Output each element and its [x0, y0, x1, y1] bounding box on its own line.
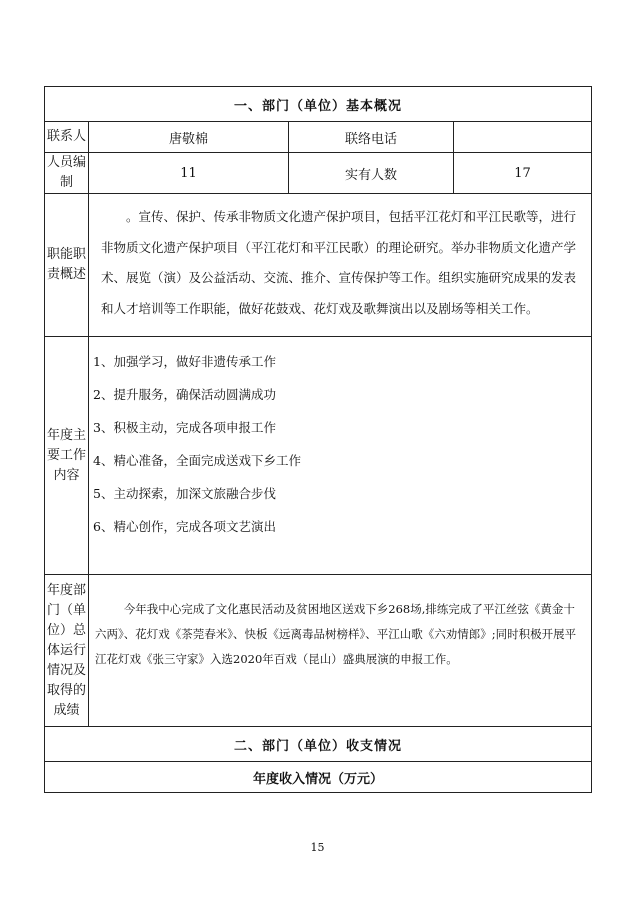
duties-row: [45, 194, 592, 337]
performance-label: 年度部门（单位）总体运行情况及取得的成绩: [45, 575, 89, 727]
list-item: 1、加强学习，做好非遗传承工作: [93, 354, 276, 369]
basic-info-table: [44, 86, 592, 793]
performance-row: [45, 575, 592, 727]
section2-title: 二、部门（单位）收支情况: [45, 727, 592, 762]
contact-value: 唐敬棉: [89, 122, 289, 153]
actual-staff-label: 实有人数: [289, 153, 454, 194]
annual-work-list: [93, 345, 587, 543]
page-number: 15: [310, 841, 325, 854]
staff-label: 人员编制: [45, 153, 89, 194]
contact-label: 联系人: [45, 122, 89, 153]
annual-work-row: [45, 337, 592, 575]
contact-row: [45, 122, 592, 153]
staff-value: 11: [89, 153, 289, 194]
list-item: 5、主动探索，加深文旅融合步伐: [93, 486, 276, 501]
list-item: 4、精心准备，全面完成送戏下乡工作: [93, 453, 301, 468]
actual-staff-value: 17: [454, 153, 592, 194]
list-item: 6、精心创作，完成各项文艺演出: [93, 519, 276, 534]
duties-text: 。宣传、保护、传承非物质文化遗产保护项目，包括平江花灯和平江民歌等，进行非物质文化遗产保护项目（平江花灯和平江民歌）的理论研究。举办非物质文化遗产学术、展览（演）及公益活动、交流、推介、宣传保护等工作。组织实施研究成果的发表和人才培训等工作职能，做好花鼓戏、花灯戏及歌舞演出以及剧场等相关工作。: [89, 194, 592, 337]
income-title: 年度收入情况（万元）: [45, 762, 592, 793]
performance-text: 今年我中心完成了文化惠民活动及贫困地区送戏下乡268场,排练完成了平江丝弦《黄金十六两》、花灯戏《茶莞春米》、快板《远离毒品树榜样》、平江山歌《六劝情郎》;同时积极开展平江花灯戏《张三守家》入选2020年百戏（昆山）盛典展演的申报工作。: [89, 575, 592, 727]
phone-label: 联络电话: [289, 122, 454, 153]
section1-title: 一、部门（单位）基本概况: [45, 87, 592, 122]
list-item: 2、提升服务，确保活动圆满成功: [93, 387, 276, 402]
list-item: 3、积极主动，完成各项申报工作: [93, 420, 276, 435]
phone-value: [454, 122, 592, 153]
annual-work-content: [89, 337, 592, 575]
annual-work-label: 年度主要工作内容: [45, 337, 89, 575]
duties-label: 职能职责概述: [45, 194, 89, 337]
staff-row: [45, 153, 592, 194]
